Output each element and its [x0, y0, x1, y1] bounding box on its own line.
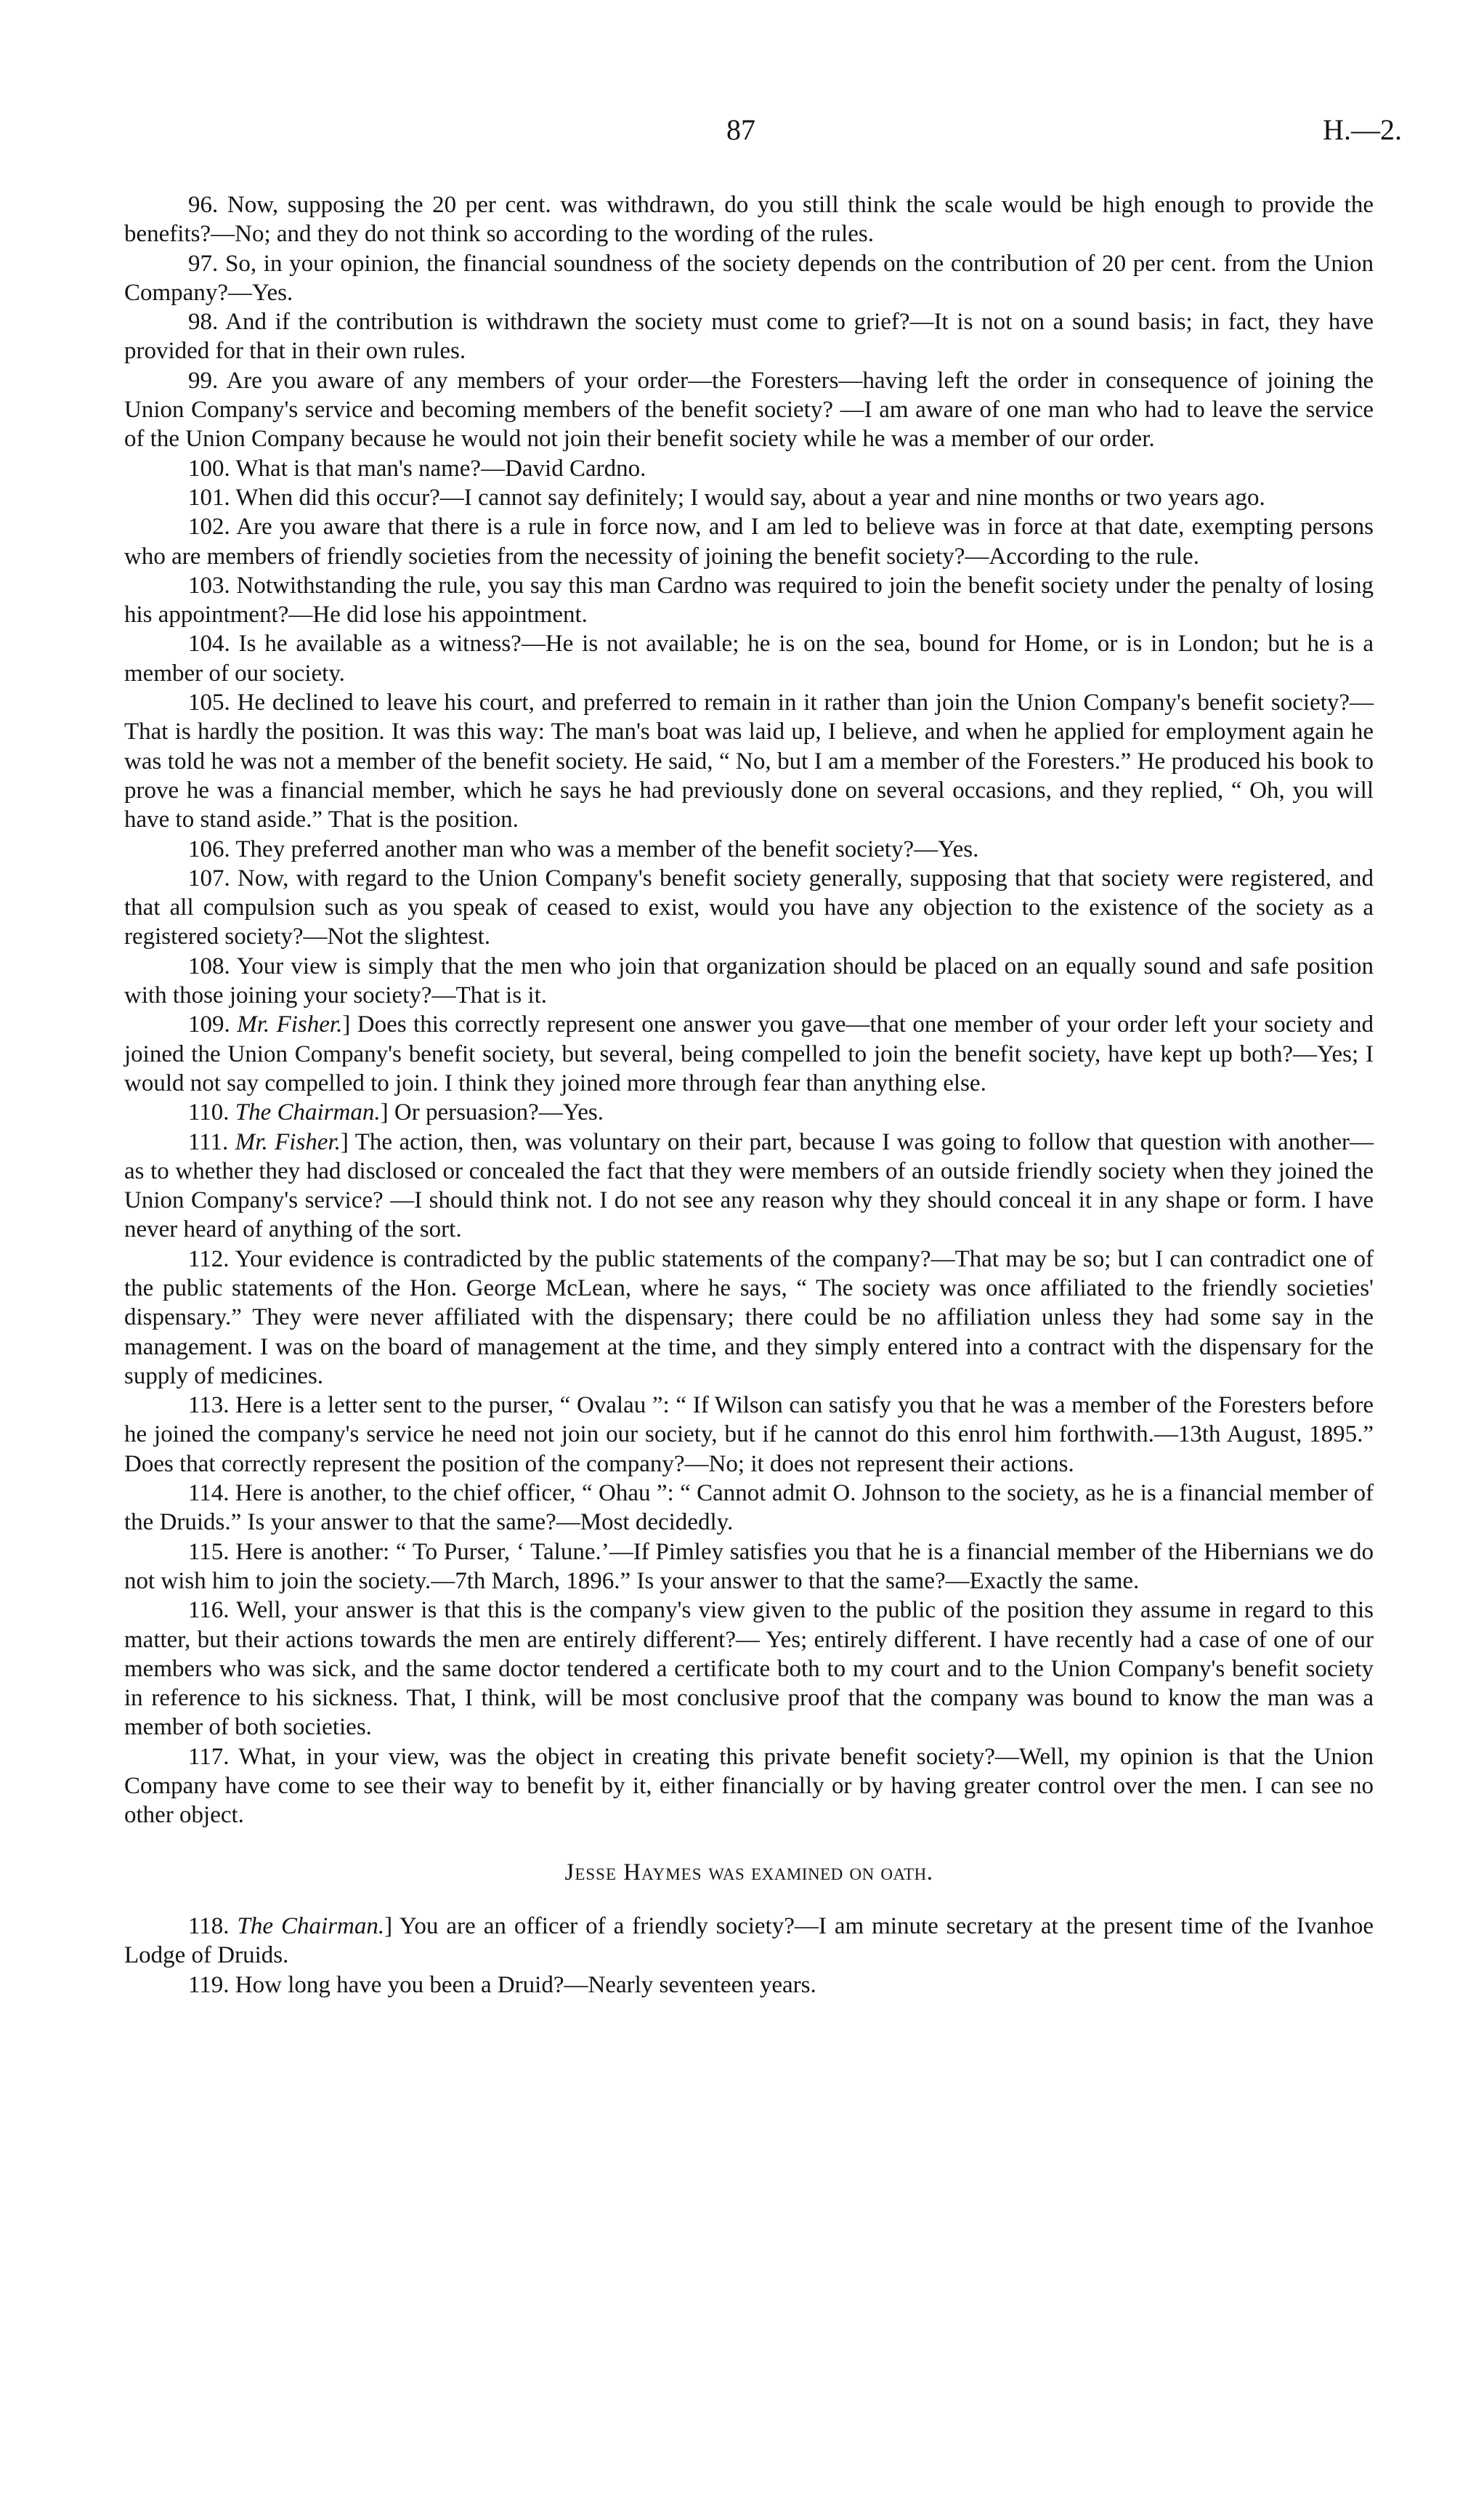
section-heading	[124, 1858, 1374, 1887]
paragraph-text: 107. Now, with regard to the Union Company's benefit society generally, supposing that that society were registered, and that all compulsion such as you speak of ceased to exist, would you have any objection to the existence of the society as a registered society?—Not the slightest.	[124, 865, 1374, 950]
paragraph-text: 106. They preferred another man who was a member of the benefit society?—Yes.	[188, 836, 979, 862]
evidence-paragraph	[124, 835, 1374, 864]
question-number: 110.	[188, 1099, 230, 1126]
evidence-paragraph	[124, 483, 1374, 512]
speaker-name: Mr. Fisher.	[235, 1128, 341, 1155]
paragraph-text: ] Does this correctly represent one answer you gave—that one member of your order left your society and joined the Union Company's benefit society, but several, being compelled to join the benefit society, have kept up both?—Yes; I would not say compelled to join. I think they joined more through fear than anything else.	[124, 1011, 1374, 1096]
page-header	[0, 113, 1484, 149]
paragraph-text: 99. Are you aware of any members of your order—the Foresters—having left the order in consequence of joining the Union Company's service and becoming members of the benefit society? —I am aware of one man who had to leave the service of the Union Company because he would not join their benefit society while he was a member of our order.	[124, 367, 1374, 453]
speaker-name: The Chairman.	[235, 1099, 381, 1126]
page-number: 87	[726, 113, 755, 146]
question-number: 118.	[188, 1912, 230, 1939]
paragraph-text: 98. And if the contribution is withdrawn the society must come to grief?—It is not on a sound basis; in fact, they have provided for that in their own rules.	[124, 309, 1374, 365]
paragraph-text: 113. Here is a letter sent to the purser, “ Ovalau ”: “ If Wilson can satisfy you that he was a member of the Foresters before he joined the company's service he need not join our society, but if he cannot do this enrol him forthwith.—13th August, 1895.” Does that correctly represent the position of the company?—No; it does not represent their actions.	[124, 1392, 1374, 1477]
section-heading-text: was examined on oath.	[702, 1859, 933, 1885]
evidence-paragraph	[124, 1596, 1374, 1742]
evidence-paragraph	[124, 1098, 1374, 1127]
evidence-paragraph	[124, 1128, 1374, 1245]
question-number: 109.	[188, 1011, 230, 1038]
question-number: 111.	[188, 1128, 229, 1155]
paragraph-text: 101. When did this occur?—I cannot say definitely; I would say, about a year and nine months or two years ago.	[188, 484, 1265, 511]
paragraph-text: 117. What, in your view, was the object in creating this private benefit society?—Well, my opinion is that the Union Company have come to see their way to benefit by it, either financially or by having greater control over the men. I can see no other object.	[124, 1743, 1374, 1829]
evidence-paragraph	[124, 1010, 1374, 1098]
paragraph-text: 96. Now, supposing the 20 per cent. was withdrawn, do you still think the scale would be high enough to provide the benefits?—No; and they do not think so according to the wording of the rules.	[124, 192, 1374, 248]
evidence-paragraphs-part-1	[124, 190, 1374, 1830]
document-code: H.—2.	[1323, 113, 1402, 146]
paragraph-text: 108. Your view is simply that the men who join that organization should be placed on an equally sound and safe position with those joining your society?—That is it.	[124, 953, 1374, 1009]
evidence-paragraph	[124, 512, 1374, 571]
paragraph-text: 116. Well, your answer is that this is the company's view given to the public of the position they assume in regard to this matter, but their actions towards the men are entirely different?— Yes; entirely different. I have recently had a case of one of our members who was sick, and the same doctor tendered a certificate both to my court and to the Union Company's benefit society in reference to his sickness. That, I think, will be most conclusive proof that the company was bound to know the man was a member of both societies.	[124, 1597, 1374, 1741]
paragraph-text: 100. What is that man's name?—David Cardno.	[188, 455, 646, 482]
evidence-paragraphs-part-2	[124, 1912, 1374, 2000]
paragraph-text: 97. So, in your opinion, the financial soundness of the society depends on the contribution of 20 per cent. from the Union Company?—Yes.	[124, 250, 1374, 306]
paragraph-text: 119. How long have you been a Druid?—Nearly seventeen years.	[188, 1971, 816, 1998]
evidence-paragraph	[124, 366, 1374, 454]
body-text	[124, 190, 1374, 2000]
evidence-paragraph	[124, 629, 1374, 688]
paragraph-text: ] You are an officer of a friendly society?—I am minute secretary at the present time of the Ivanhoe Lodge of Druids.	[124, 1912, 1374, 1969]
evidence-paragraph	[124, 454, 1374, 483]
paragraph-text: 105. He declined to leave his court, and preferred to remain in it rather than join the Union Company's benefit society?—That is hardly the position. It was this way: The man's boat was laid up, I believe, and when he applied for employment again he was told he was not a member of the benefit society. He said, “ No, but I am a member of the Foresters.” He produced his book to prove he was a financial member, which he says he had previously done on several occasions, and they replied, “ Oh, you will have to stand aside.” That is the position.	[124, 690, 1374, 833]
paragraph-text: 104. Is he available as a witness?—He is not available; he is on the sea, bound for Home, or is in London; but he is a member of our society.	[124, 631, 1374, 687]
evidence-paragraph	[124, 307, 1374, 366]
paragraph-text: 102. Are you aware that there is a rule in force now, and I am led to believe was in force at that date, exempting persons who are members of friendly societies from the necessity of joining the benefit society?—According to the rule.	[124, 514, 1374, 570]
paragraph-text: 112. Your evidence is contradicted by the public statements of the company?—That may be so; but I can contradict one of the public statements of the Hon. George McLean, where he says, “ The society was once affiliated to the friendly societies' dispensary.” They were never affiliated with the dispensary; there could be no affiliation unless they had some say in the management. I was on the board of management at the time, and they simply entered into a contract with the dispensary for the supply of medicines.	[124, 1245, 1374, 1389]
paragraph-text: 115. Here is another: “ To Purser, ‘ Talune.’—If Pimley satisfies you that he is a financial member of the Hibernians we do not wish him to join the society.—7th March, 1896.” Is your answer to that the same?—Exactly the same.	[124, 1538, 1374, 1594]
evidence-paragraph	[124, 952, 1374, 1011]
evidence-paragraph	[124, 1537, 1374, 1596]
evidence-paragraph	[124, 1912, 1374, 1971]
speaker-name: The Chairman.	[237, 1912, 385, 1939]
evidence-paragraph	[124, 1245, 1374, 1391]
evidence-paragraph	[124, 1971, 1374, 2000]
paragraph-text: ] Or persuasion?—Yes.	[380, 1099, 604, 1126]
paragraph-text: 103. Notwithstanding the rule, you say this man Cardno was required to join the benefit society under the penalty of losing his appointment?—He did lose his appointment.	[124, 572, 1374, 628]
evidence-paragraph	[124, 1391, 1374, 1479]
paragraph-text: 114. Here is another, to the chief officer, “ Ohau ”: “ Cannot admit O. Johnson to the society, as he is a financial member of the Druids.” Is your answer to that the same?—Most decidedly.	[124, 1480, 1374, 1536]
evidence-paragraph	[124, 1479, 1374, 1537]
witness-name: Jesse Haymes	[564, 1859, 702, 1885]
evidence-paragraph	[124, 190, 1374, 249]
evidence-paragraph	[124, 864, 1374, 952]
paragraph-text: ] The action, then, was voluntary on their part, because I was going to follow that question with another—as to whether they had disclosed or concealed the fact that they were members of an outside friendly society when they joined the Union Company's service? —I should think not. I do not see any reason why they should conceal it in any shape or form. I have never heard of anything of the sort.	[124, 1128, 1374, 1243]
evidence-paragraph	[124, 688, 1374, 834]
evidence-paragraph	[124, 249, 1374, 308]
speaker-name: Mr. Fisher.	[237, 1011, 343, 1038]
evidence-paragraph	[124, 571, 1374, 630]
evidence-paragraph	[124, 1742, 1374, 1830]
